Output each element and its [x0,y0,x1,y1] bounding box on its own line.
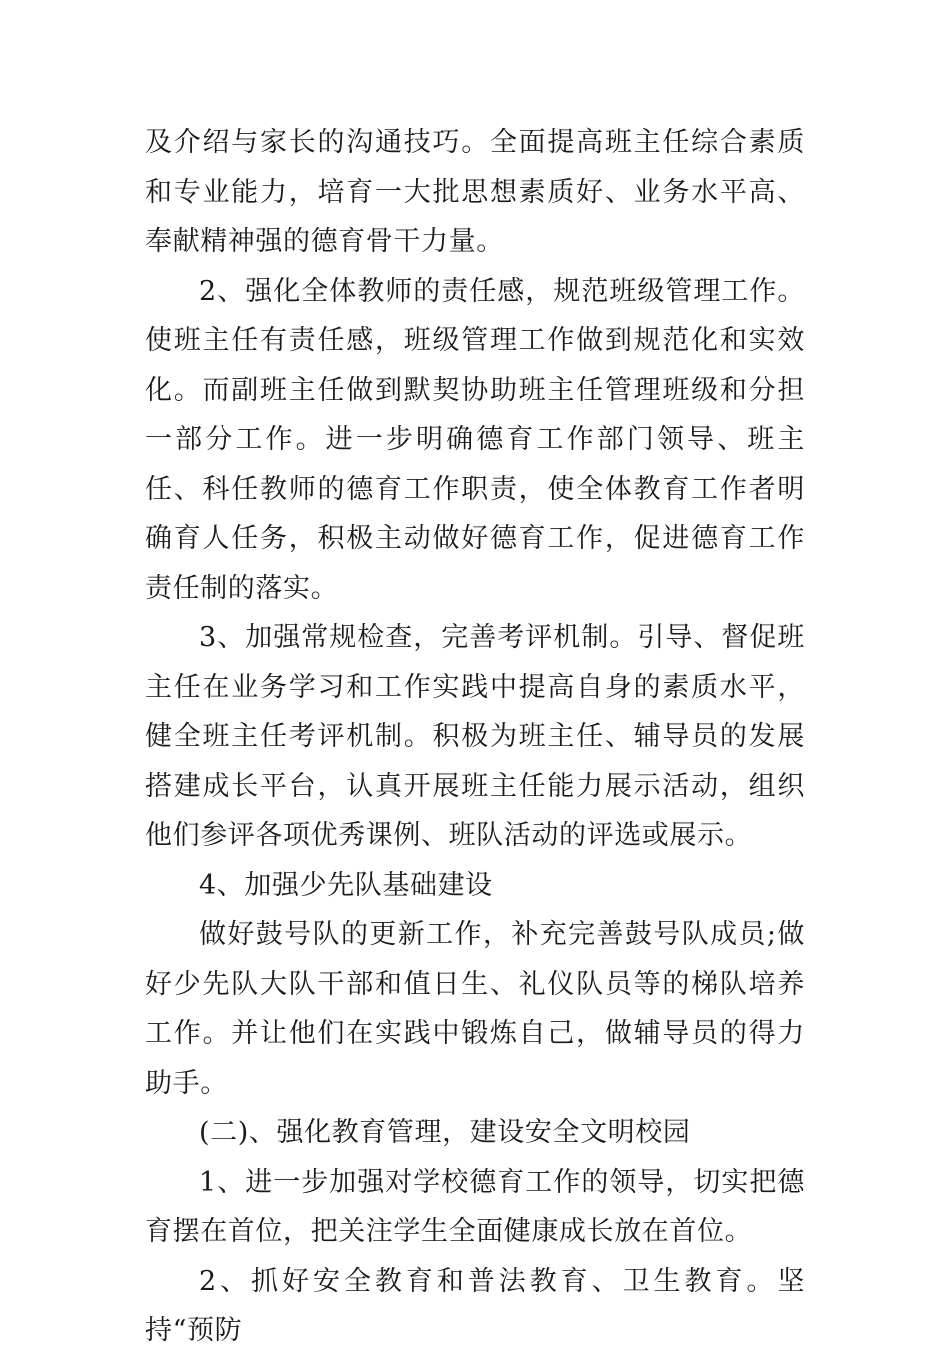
document-body [145,118,805,1356]
paragraph-item-2-teacher-responsibility: 2、强化全体教师的责任感，规范班级管理工作。使班主任有责任感，班级管理工作做到规范化和实效化。而副班主任做到默契协助班主任管理班级和分担一部分工作。进一步明确德育工作部门领导、班主任、科任教师的德育工作职责，使全体教育工作者明确育人任务，积极主动做好德育工作，促进德育工作责任制的落实。 [145,275,805,604]
paragraph-item-1-leadership: 1、进一步加强对学校德育工作的领导，切实把德育摆在首位，把关注学生全面健康成长放在首位。 [145,1166,805,1247]
paragraph-continuation: 及介绍与家长的沟通技巧。全面提高班主任综合素质和专业能力，培育一大批思想素质好、业务水平高、奉献精神强的德育骨干力量。 [145,127,805,257]
paragraph-drum-team: 做好鼓号队的更新工作，补充完善鼓号队成员;做好少先队大队干部和值日生、礼仪队员等的梯队培养工作。并让他们在实践中锻炼自己，做辅导员的得力助手。 [145,919,805,1099]
paragraph-item-2-safety-education: 2、抓好安全教育和普法教育、卫生教育。坚持“预防 [145,1265,805,1346]
section-heading-2-education-management: (二)、强化教育管理，建设安全文明校园 [199,1117,691,1148]
paragraph-item-4-young-pioneers-heading: 4、加强少先队基础建设 [199,869,493,901]
paragraph-item-3-routine-inspection: 3、加强常规检查，完善考评机制。引导、督促班主任在业务学习和工作实践中提高自身的素质水平，健全班主任考评机制。积极为班主任、辅导员的发展搭建成长平台，认真开展班主任能力展示活动，组织他们参评各项优秀课例、班队活动的评选或展示。 [145,622,805,851]
